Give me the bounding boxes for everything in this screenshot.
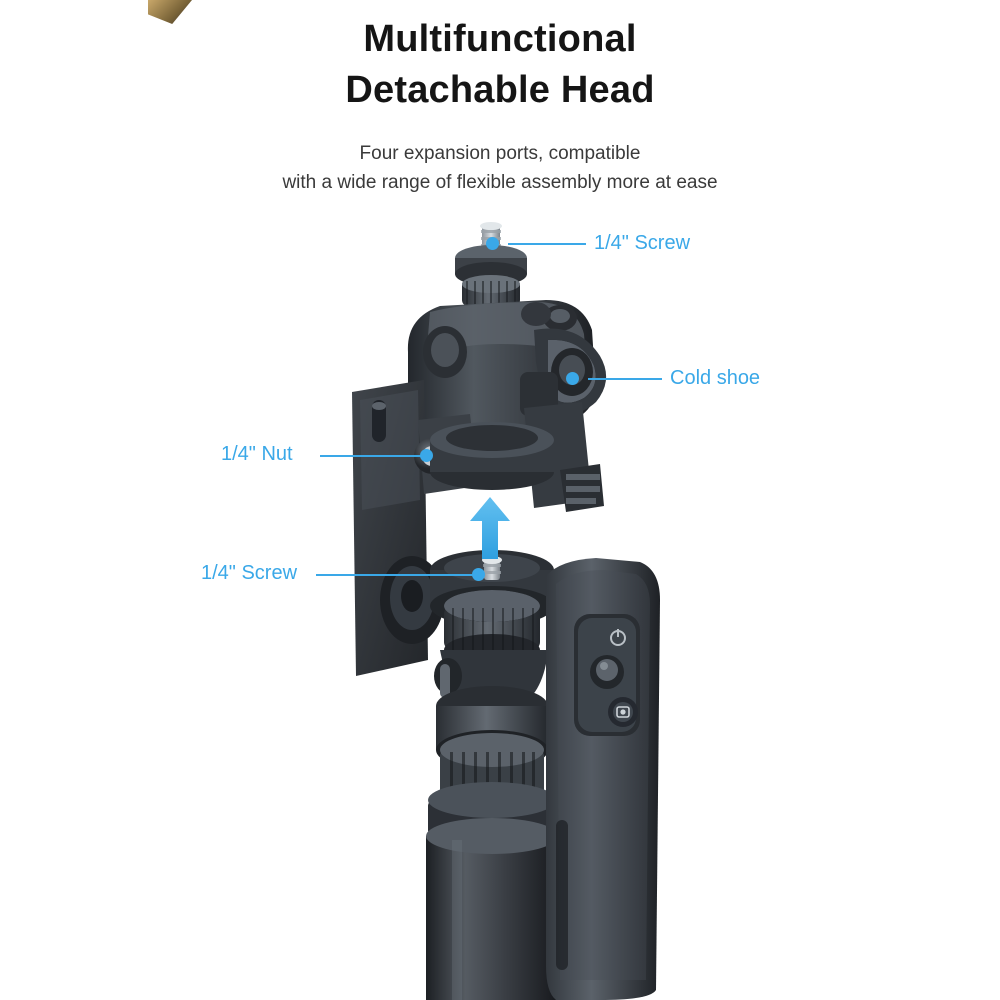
title-line-1: Multifunctional	[363, 18, 637, 60]
callout-dot-cold-shoe	[566, 372, 579, 385]
ball-head-top	[455, 245, 527, 306]
detachable-module-underside	[430, 422, 554, 490]
subtitle-line-1: Four expansion ports, compatible	[359, 143, 641, 164]
callout-line-screw-top	[508, 243, 586, 245]
detach-direction-arrow	[470, 497, 510, 559]
subtitle-line-2: with a wide range of flexible assembly more at ease	[282, 171, 718, 193]
callout-label-cold-shoe: Cold shoe	[670, 367, 761, 389]
callout-label-screw-top: 1/4" Screw	[594, 232, 691, 254]
callout-line-nut	[320, 455, 424, 457]
remote-control-grip	[546, 558, 660, 1000]
title-line-2: Detachable Head	[345, 69, 655, 112]
callout-line-cold-shoe	[588, 378, 662, 380]
callout-label-nut: 1/4" Nut	[221, 443, 293, 465]
callout-line-screw-bottom	[316, 574, 476, 576]
bottom-screw-part	[482, 556, 502, 580]
telescoping-pole	[426, 782, 558, 1000]
callout-label-screw-bottom: 1/4" Screw	[201, 562, 298, 584]
callout-dot-screw-top	[486, 237, 499, 250]
